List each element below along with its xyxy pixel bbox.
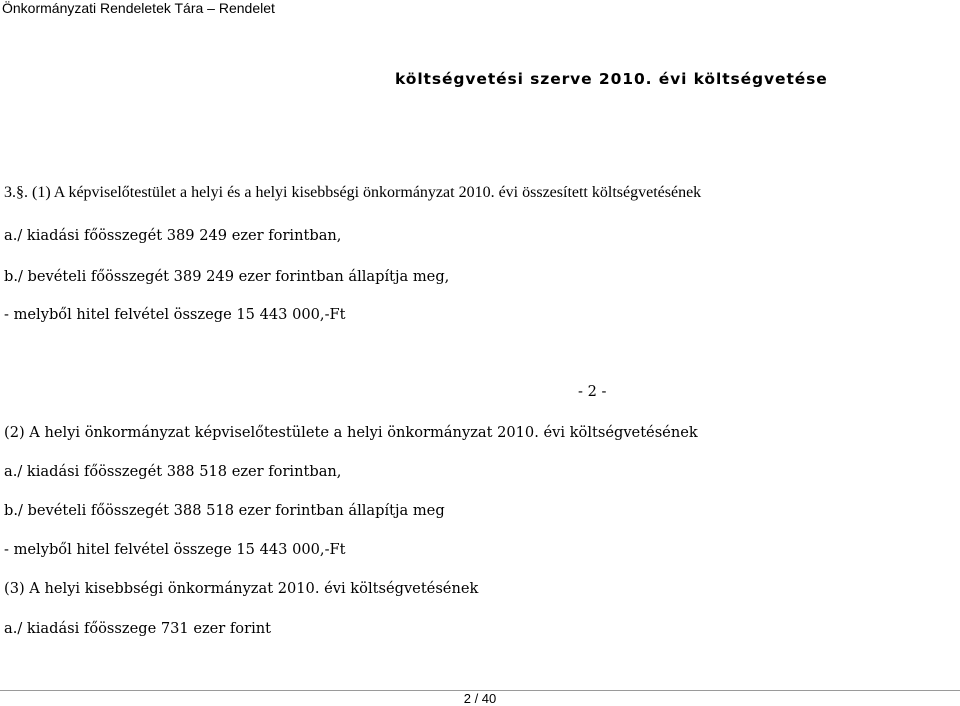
paragraph-loan-amount-2: - melyből hitel felvétel összege 15 443 000,-Ft xyxy=(4,541,346,558)
section-heading: költségvetési szerve 2010. évi költségvetése xyxy=(395,70,828,88)
page-number-marker: - 2 - xyxy=(578,383,607,400)
paragraph-revenue-total-2: b./ bevételi főösszegét 388 518 ezer forintban állapítja meg xyxy=(4,502,445,519)
paragraph-3-1: 3.§. (1) A képviselőtestület a helyi és a helyi kisebbségi önkormányzat 2010. évi összesített költségvetésének xyxy=(4,184,702,201)
paragraph-3-3: (3) A helyi kisebbségi önkormányzat 2010. évi költségvetésének xyxy=(4,580,479,597)
paragraph-3-2: (2) A helyi önkormányzat képviselőtestülete a helyi önkormányzat 2010. évi költségvetésének xyxy=(4,424,698,441)
paragraph-minority-expenditure: a./ kiadási főösszege 731 ezer forint xyxy=(4,620,272,637)
paragraph-expenditure-total-2: a./ kiadási főösszegét 388 518 ezer forintban, xyxy=(4,463,342,480)
paragraph-expenditure-total: a./ kiadási főösszegét 389 249 ezer forintban, xyxy=(4,227,342,244)
paragraph-revenue-total: b./ bevételi főösszegét 389 249 ezer forintban állapítja meg, xyxy=(4,268,450,285)
paragraph-loan-amount: - melyből hitel felvétel összege 15 443 000,-Ft xyxy=(4,306,346,323)
page-indicator: 2 / 40 xyxy=(463,691,497,706)
window-title: Önkormányzati Rendeletek Tára – Rendelet xyxy=(2,0,275,16)
